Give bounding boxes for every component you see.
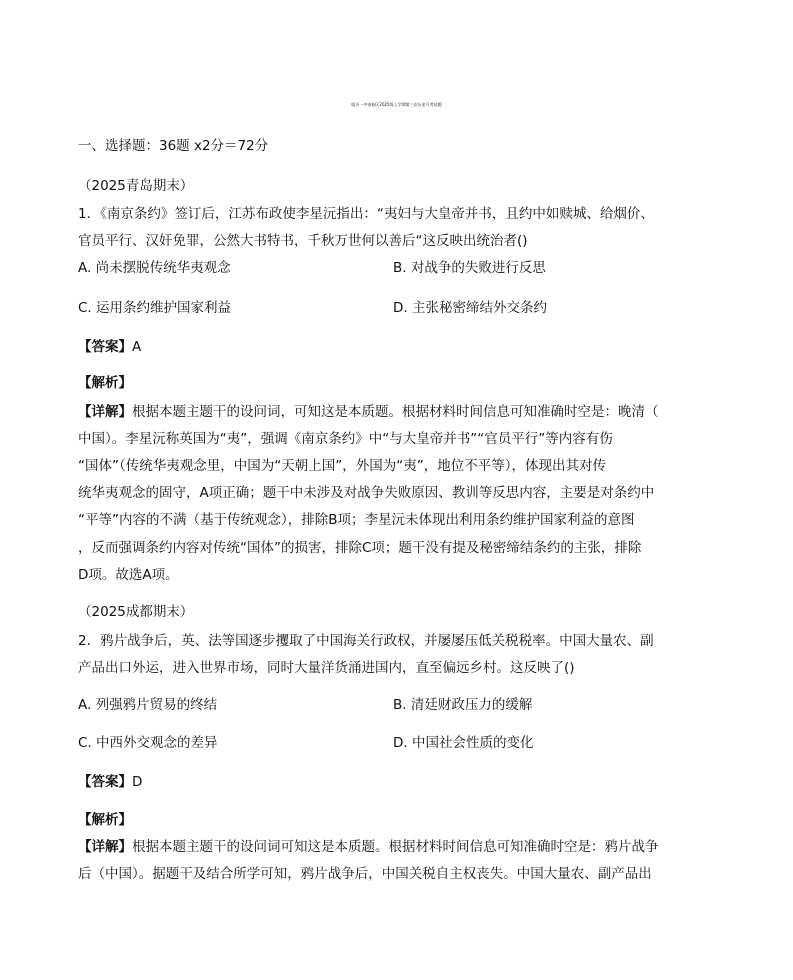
q2-option-c: C. 中西外交观念的差异 xyxy=(78,735,218,751)
exam-title: 临沂一中南校区2025级上学期第三次历史月考试题 xyxy=(351,102,442,107)
q1-detail-line-2: 中国）。李星沅称英国为“夷”，强调《南京条约》中“与大皇帝并书”“官员平行”等内容有伤 xyxy=(78,431,613,447)
q2-answer-label: 【答案】 xyxy=(78,774,132,790)
q2-option-d: D. 中国社会性质的变化 xyxy=(393,735,534,751)
q1-detail-text-1: 根据本题主题干的设问词，可知这是本质题。根据材料时间信息可知准确时空是：晚清（ xyxy=(132,404,659,420)
q2-option-b: B. 清廷财政压力的缓解 xyxy=(393,697,533,713)
q1-stem-line-2: 官员平行、汉奸免罪，公然大书特书，千秋万世何以善后“这反映出统治者() xyxy=(78,233,528,249)
q2-detail-label: 【详解】 xyxy=(78,839,132,855)
q2-detail-line-2: 后（中国）。据题干及结合所学可知，鸦片战争后，中国关税自主权丧失。中国大量农、副产品出 xyxy=(78,866,652,882)
q1-option-b: B. 对战争的失败进行反思 xyxy=(393,260,546,276)
q1-detail-line-4: 统华夷观念的固守，A项正确；题干中未涉及对战争失败原因、教训等反思内容，主要是对条约中 xyxy=(78,485,655,501)
q2-option-a: A. 列强鸦片贸易的终结 xyxy=(78,697,218,713)
q1-detail-label: 【详解】 xyxy=(78,404,132,420)
q1-answer-value: A xyxy=(132,339,142,355)
q1-detail-line-7: D项。故选A项。 xyxy=(78,567,179,583)
q2-detail-text-1: 根据本题主题干的设问词可知这是本质题。根据材料时间信息可知准确时空是：鸦片战争 xyxy=(132,839,659,855)
q1-option-d: D. 主张秘密缔结外交条约 xyxy=(393,300,547,316)
q2-stem-line-2: 产品出口外运，进入世界市场，同时大量洋货涌进国内，直至偏远乡村。这反映了() xyxy=(78,660,575,676)
q1-option-c: C. 运用条约维护国家利益 xyxy=(78,300,232,316)
q1-detail-line-6: ，反而强调条约内容对传统“国体”的损害，排除C项；题干没有提及秘密缔结条约的主张，排除 xyxy=(78,540,642,556)
q2-detail-line-1 xyxy=(78,837,659,857)
q1-answer-label: 【答案】 xyxy=(78,339,132,355)
section-heading: 一、选择题：36题 x2分＝72分 xyxy=(78,138,269,154)
q1-source: （2025青岛期末） xyxy=(78,178,194,194)
q1-stem-line-1: 1．《南京条约》签订后，江苏布政使李星沅指出：“夷妇与大皇帝并书，且约中如赎城、给烟价、 xyxy=(78,206,654,222)
q1-analysis-label: 【解析】 xyxy=(78,375,132,391)
q2-analysis-label: 【解析】 xyxy=(78,812,132,828)
q1-option-a: A. 尚未摆脱传统华夷观念 xyxy=(78,260,231,276)
q2-answer-value: D xyxy=(132,774,143,790)
q2-stem-line-1: 2．鸦片战争后，英、法等国逐步攫取了中国海关行政权，并屡屡压低关税税率。中国大量农、副 xyxy=(78,633,654,649)
q2-answer xyxy=(78,772,142,792)
q2-source: （2025成都期末） xyxy=(78,604,194,620)
q1-detail-line-3: “国体”（传统华夷观念里，中国为“天朝上国”，外国为“夷”，地位不平等），体现出其对传 xyxy=(78,458,606,474)
q1-detail-line-1 xyxy=(78,402,659,422)
q1-detail-line-5: “平等”内容的不满（基于传统观念），排除B项；李星沅未体现出利用条约维护国家利益的意图 xyxy=(78,512,635,528)
q1-answer xyxy=(78,337,141,357)
